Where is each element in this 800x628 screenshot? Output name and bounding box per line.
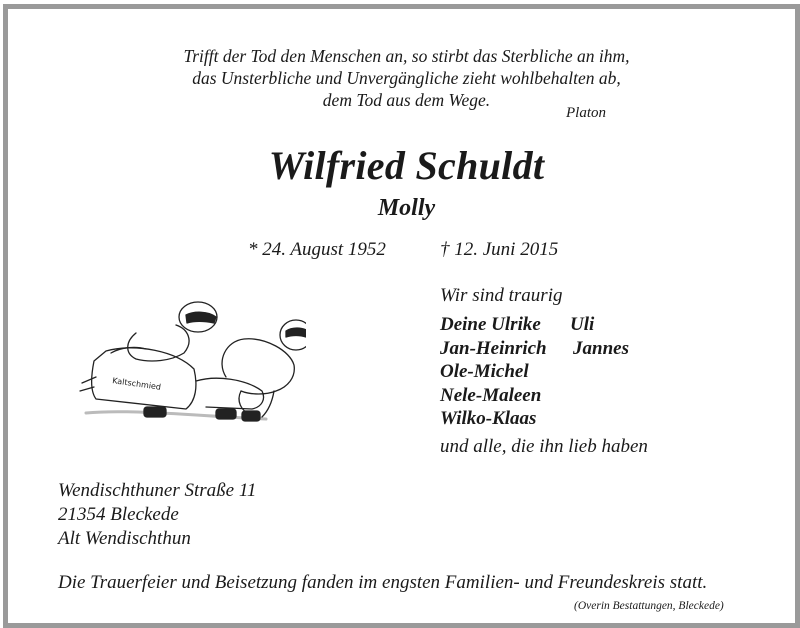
mourner-name: Nele-Maleen (440, 384, 542, 406)
mourner-name: Ole-Michel (440, 361, 529, 382)
list-item (440, 313, 629, 337)
mourner-name: Deine Ulrike (440, 314, 541, 335)
mourners-intro: Wir sind traurig (440, 285, 563, 306)
mourner-name: Wilko-Klaas (440, 408, 537, 429)
mourners-list (440, 313, 629, 431)
death-date: † 12. Juni 2015 (440, 239, 559, 260)
address-block (58, 479, 256, 551)
deceased-nickname: Molly (377, 195, 436, 221)
list-item (440, 360, 629, 384)
quote-line: das Unsterbliche und Unvergängliche zieht wohlbehalten ab, (192, 68, 621, 88)
quote-line: Trifft der Tod den Menschen an, so stirbt das Sterbliche an ihm, (183, 46, 630, 66)
quote-line: dem Tod aus dem Wege. (322, 90, 491, 110)
address-line: 21354 Bleckede (58, 504, 179, 525)
list-item (440, 407, 629, 431)
obituary-frame (3, 4, 800, 628)
sidecar-drawing (66, 291, 306, 441)
quote-author: Platon (566, 105, 606, 121)
birth-date: * 24. August 1952 (248, 239, 386, 260)
quote (8, 45, 800, 111)
deceased-name: Wilfried Schuldt (268, 143, 545, 188)
address-line: Wendischthuner Straße 11 (58, 480, 257, 501)
funeral-statement: Die Trauerfeier und Beisetzung fanden im engsten Familien- und Freundeskreis statt. (58, 572, 708, 593)
funeral-home-credit: (Overin Bestattungen, Bleckede) (574, 600, 724, 612)
list-item (440, 337, 629, 361)
mourners-closing: und alle, die ihn lieb haben (440, 436, 648, 457)
mourner-name: Jan-Heinrich (440, 337, 547, 359)
drawing-label: Kaltschmied (111, 376, 162, 392)
mourner-name: Uli (570, 314, 595, 335)
address-line: Alt Wendischthun (58, 528, 191, 549)
list-item (440, 384, 629, 408)
mourner-name: Jannes (573, 337, 629, 359)
